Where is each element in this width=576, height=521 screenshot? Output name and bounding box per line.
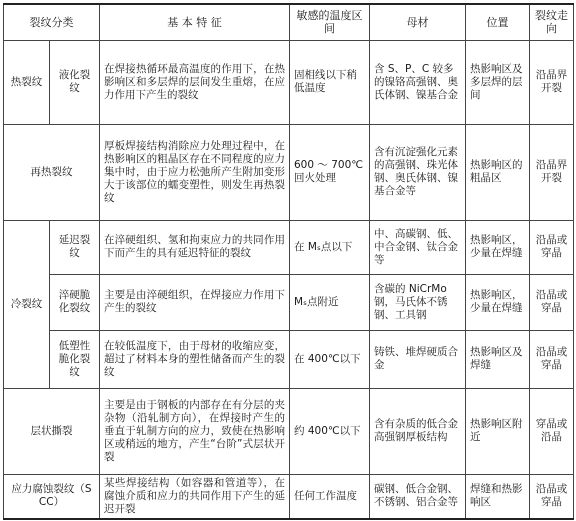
low-plasticity-crack-subtype: 低塑性脆化裂纹 bbox=[50, 330, 100, 388]
reheat-crack-category: 再热裂纹 bbox=[4, 124, 100, 220]
header-base-metal: 母材 bbox=[370, 4, 466, 40]
reheat-crack-direction: 沿晶界开裂 bbox=[530, 124, 574, 220]
crack-classification-table bbox=[3, 3, 574, 520]
header-position: 位置 bbox=[466, 4, 530, 40]
scc-category: 应力腐蚀裂纹（SCC） bbox=[4, 474, 100, 519]
low-plasticity-crack-features: 在较低温度下，由于母材的收缩应变，超过了材料本身的塑性储备而产生的裂纹 bbox=[100, 330, 290, 388]
table-row-low-plasticity-crack bbox=[4, 330, 574, 388]
hot-crack-category: 热裂纹 bbox=[4, 40, 50, 124]
low-plasticity-crack-direction: 沿晶或穿晶 bbox=[530, 330, 574, 388]
quench-crack-direction: 沿晶或穿晶 bbox=[530, 274, 574, 330]
scc-position: 焊缝和热影响区 bbox=[466, 474, 530, 519]
lamellar-tearing-temperature: 约 400℃以下 bbox=[290, 388, 370, 474]
scc-temperature: 任何工作温度 bbox=[290, 474, 370, 519]
hot-crack-position: 热影响区及多层焊的层间 bbox=[466, 40, 530, 124]
table-row-reheat-crack bbox=[4, 124, 574, 220]
low-plasticity-crack-temperature: 在 400℃以下 bbox=[290, 330, 370, 388]
hot-crack-direction: 沿晶界开裂 bbox=[530, 40, 574, 124]
table-row-stress-corrosion-crack bbox=[4, 474, 574, 519]
table-row-quench-crack bbox=[4, 274, 574, 330]
lamellar-tearing-direction: 穿晶或沿晶 bbox=[530, 388, 574, 474]
header-features: 基 本 特 征 bbox=[100, 4, 290, 40]
lamellar-tearing-category: 层状撕裂 bbox=[4, 388, 100, 474]
reheat-crack-features: 厚板焊接结构消除应力处理过程中，在热影响区的粗晶区存在不同程度的应力集中时，由于应力松弛所产生附加变形大于该部位的蠕变塑性，则发生再热裂纹 bbox=[100, 124, 290, 220]
lamellar-tearing-features: 主要是由于钢板的内部存在有分层的夹杂物（沿轧制方向），在焊接时产生的垂直于轧制方向的应力，致使在热影响区或稍远的地方，产生“台阶”式层状开裂 bbox=[100, 388, 290, 474]
header-category: 裂纹分类 bbox=[4, 4, 100, 40]
quench-crack-position: 热影响区，少量在焊缝 bbox=[466, 274, 530, 330]
reheat-crack-temperature: 600 ～ 700℃回火处理 bbox=[290, 124, 370, 220]
lamellar-tearing-base-metal: 含有杂质的低合金高强钢厚板结构 bbox=[370, 388, 466, 474]
quench-crack-features: 主要是由淬硬组织，在焊接应力作用下产生的裂纹 bbox=[100, 274, 290, 330]
table-header-row bbox=[4, 4, 574, 40]
delayed-crack-position: 热影响区，少量在焊缝 bbox=[466, 220, 530, 274]
header-temperature: 敏感的温度区间 bbox=[290, 4, 370, 40]
quench-crack-subtype: 淬硬脆化裂纹 bbox=[50, 274, 100, 330]
quench-crack-temperature: Mₛ点附近 bbox=[290, 274, 370, 330]
delayed-crack-temperature: 在 Mₛ点以下 bbox=[290, 220, 370, 274]
header-direction: 裂纹走向 bbox=[530, 4, 574, 40]
delayed-crack-base-metal: 中、高碳钢、低、中合金钢、钛合金等 bbox=[370, 220, 466, 274]
delayed-crack-features: 在淬硬组织、氢和拘束应力的共同作用下而产生的具有延迟特征的裂纹 bbox=[100, 220, 290, 274]
quench-crack-base-metal: 含碳的 NiCrMo 钢，马氏体不锈钢、工具钢 bbox=[370, 274, 466, 330]
reheat-crack-base-metal: 含有沉淀强化元素的高强钢、珠光体钢、奥氏体钢、镍基合金等 bbox=[370, 124, 466, 220]
low-plasticity-crack-position: 热影响区及焊缝 bbox=[466, 330, 530, 388]
low-plasticity-crack-base-metal: 铸铁、堆焊硬质合金 bbox=[370, 330, 466, 388]
scc-base-metal: 碳钢、低合金钢、不锈钢、铝合金等 bbox=[370, 474, 466, 519]
scc-direction: 沿晶或穿晶 bbox=[530, 474, 574, 519]
table-row-lamellar-tearing bbox=[4, 388, 574, 474]
table-row-delayed-crack bbox=[4, 220, 574, 274]
reheat-crack-position: 热影响区的粗晶区 bbox=[466, 124, 530, 220]
hot-crack-base-metal: 含 S、P、C 较多的镍铬高强钢、奥氏体钢、镍基合金 bbox=[370, 40, 466, 124]
hot-crack-features: 在焊接热循环最高温度的作用下，在热影响区和多层焊的层间发生重熔，在应力作用下产生的裂纹 bbox=[100, 40, 290, 124]
lamellar-tearing-position: 热影响区附近 bbox=[466, 388, 530, 474]
delayed-crack-direction: 沿晶或穿晶 bbox=[530, 220, 574, 274]
hot-crack-subtype: 液化裂纹 bbox=[50, 40, 100, 124]
scc-features: 某些焊接结构（如容器和管道等），在腐蚀介质和应力的共同作用下产生的延迟开裂 bbox=[100, 474, 290, 519]
table-row-hot-crack bbox=[4, 40, 574, 124]
hot-crack-temperature: 固相线以下稍低温度 bbox=[290, 40, 370, 124]
delayed-crack-subtype: 延迟裂纹 bbox=[50, 220, 100, 274]
cold-crack-category: 冷裂纹 bbox=[4, 220, 50, 388]
